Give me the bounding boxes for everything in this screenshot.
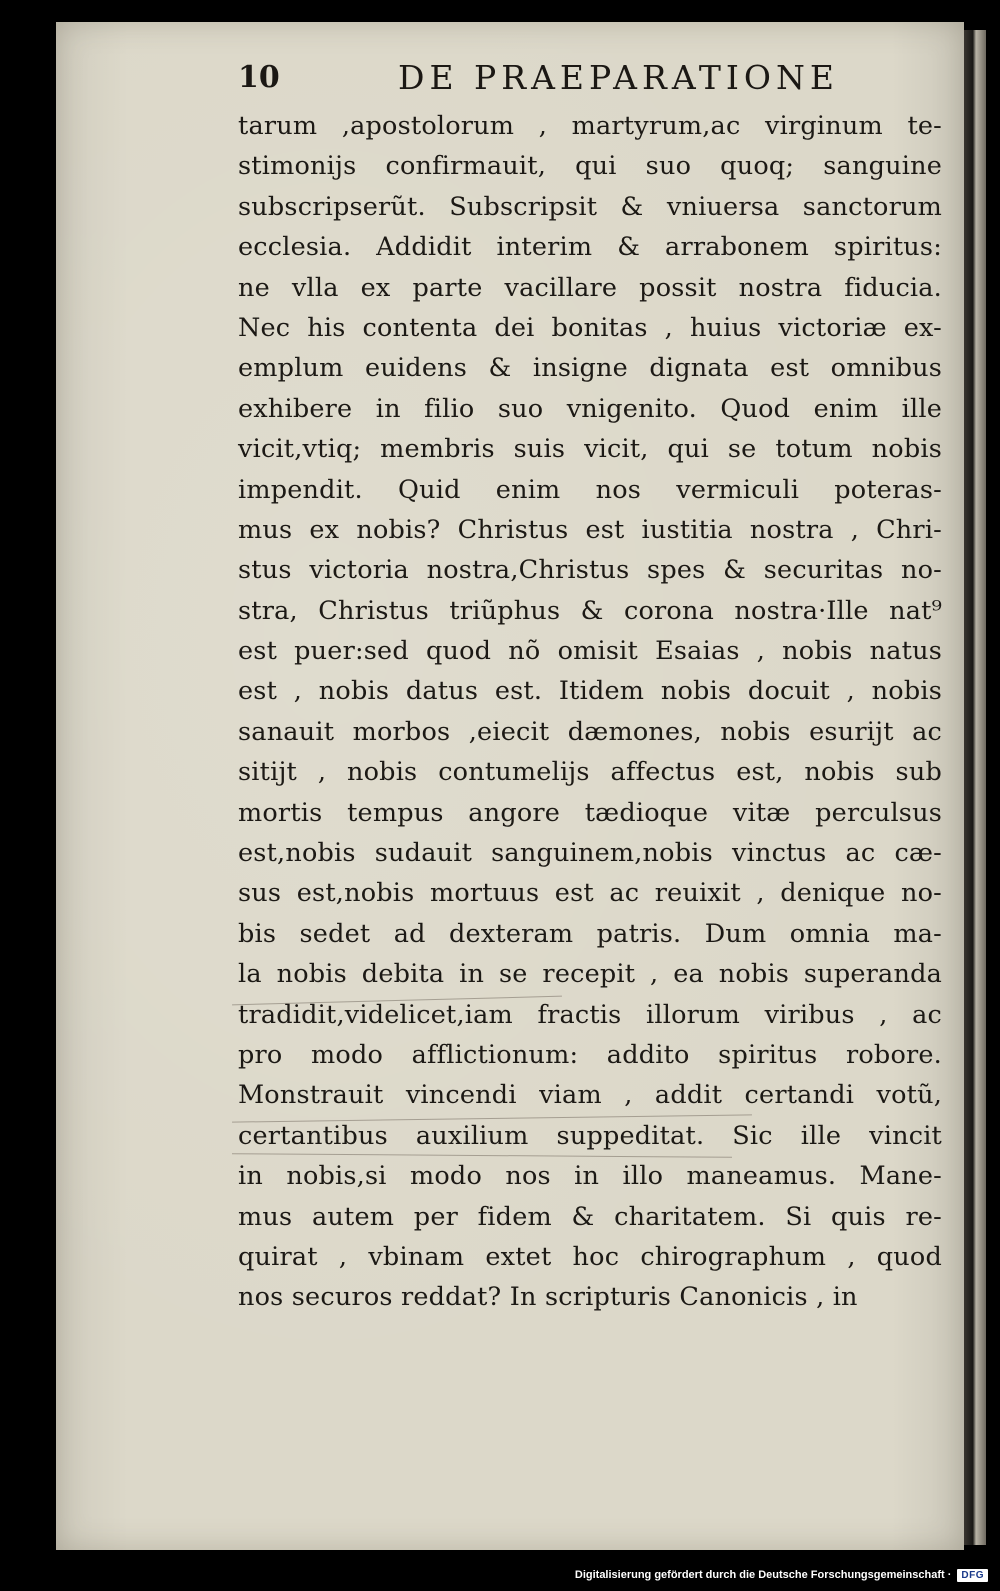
text-line: stimonijs confirmauit, qui suo quoq; sanguine (238, 151, 942, 182)
text-line: stus victoria nostra,Christus spes & securitas no- (238, 555, 942, 586)
text-line: est , nobis datus est. Itidem nobis docuit , nobis (238, 676, 942, 707)
text-line: mortis tempus angore tædioque vitæ perculsus (238, 797, 942, 828)
text-line: ecclesia. Addidit interim & arrabonem spiritus: (238, 232, 942, 263)
text-line: in nobis,si modo nos in illo maneamus. Mane- (238, 1161, 942, 1192)
text-line: emplum euidens & insigne dignata est omnibus (238, 353, 942, 384)
funding-credit: Digitalisierung gefördert durch die Deutsche Forschungsgemeinschaft · (574, 1569, 952, 1581)
text-line: sanauit morbos ,eiecit dæmones, nobis esurijt ac (238, 716, 942, 747)
body-text (238, 106, 942, 1318)
text-line: impendit. Quid enim nos vermiculi poteras- (238, 474, 942, 505)
text-line: sitijt , nobis contumelijs affectus est, nobis sub (238, 757, 942, 788)
text-line: est,nobis sudauit sanguinem,nobis vinctus ac cæ- (238, 838, 942, 869)
text-line: bis sedet ad dexteram patris. Dum omnia ma- (238, 918, 942, 949)
text-line: tradidit,videlicet,iam fractis illorum viribus , ac (238, 999, 942, 1030)
text-line: exhibere in filio suo vnigenito. Quod enim ille (238, 393, 942, 424)
text-line: Monstrauit vincendi viam , addit certandi votũ, (238, 1080, 942, 1111)
text-line: pro modo afflictionum: addito spiritus robore. (238, 1039, 942, 1070)
page-number: 10 (238, 60, 280, 95)
text-line: tarum ,apostolorum , martyrum,ac virginum te- (238, 111, 942, 141)
page-edge (964, 30, 986, 1545)
text-line: ne vlla ex parte vacillare possit nostra fiducia. (238, 272, 942, 303)
text-line: la nobis debita in se recepit , ea nobis superanda (238, 959, 942, 990)
text-line: subscripserũt. Subscripsit & vniuersa sanctorum (238, 191, 942, 222)
text-line: quirat , vbinam extet hoc chirographum , quod (238, 1241, 942, 1272)
digitization-footer (575, 1565, 988, 1585)
text-line: sus est,nobis mortuus est ac reuixit , denique no- (238, 878, 942, 909)
text-line: Nec his contenta dei bonitas , huius victoriæ ex- (238, 312, 942, 343)
text-line: est puer:sed quod nõ omisit Esaias , nobis natus (238, 636, 942, 667)
page-header (238, 58, 898, 102)
running-title: DE PRAEPARATIONE (398, 58, 839, 97)
dfg-logo: DFG (957, 1569, 988, 1582)
text-line: stra, Christus triũphus & corona nostra·Ille nat⁹ (238, 595, 942, 626)
text-line: mus autem per fidem & charitatem. Si quis re- (238, 1201, 942, 1232)
text-line: certantibus auxilium suppeditat. Sic ille vincit (238, 1120, 942, 1151)
text-line: mus ex nobis? Christus est iustitia nostra , Chri- (238, 514, 942, 545)
text-line: vicit,vtiq; membris suis vicit, qui se totum nobis (238, 434, 942, 465)
text-line: nos securos reddat? In scripturis Canonicis , in (238, 1282, 858, 1313)
